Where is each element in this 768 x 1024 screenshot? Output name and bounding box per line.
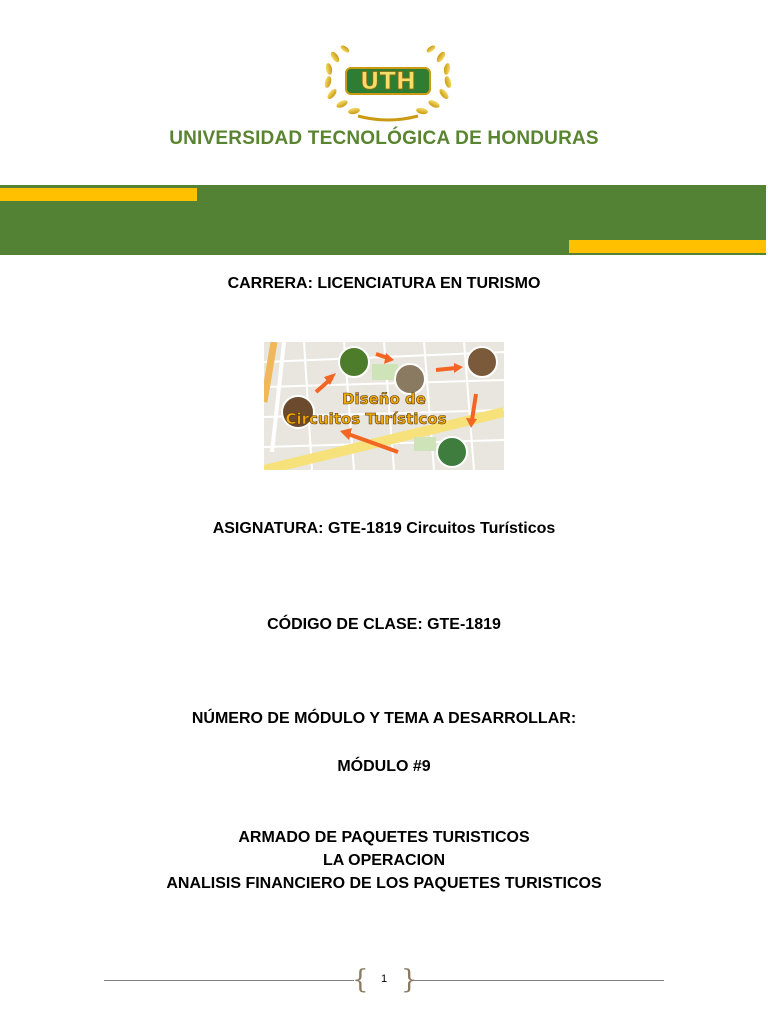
page-number: 1 bbox=[380, 973, 388, 985]
footer-rule-left bbox=[104, 980, 354, 981]
right-brace-icon: } bbox=[401, 965, 418, 995]
topic-item: LA OPERACION bbox=[322, 852, 446, 869]
left-brace-icon: { bbox=[352, 965, 369, 995]
circuits-map-image bbox=[264, 342, 504, 470]
header-yellow-stripe-top bbox=[0, 188, 197, 201]
career-line: CARRERA: LICENCIATURA EN TURISMO bbox=[227, 275, 541, 292]
topic-item: ANALISIS FINANCIERO DE LOS PAQUETES TURISTICOS bbox=[166, 875, 602, 892]
module-number: MÓDULO #9 bbox=[337, 758, 431, 775]
module-heading: NÚMERO DE MÓDULO Y TEMA A DESARROLLAR: bbox=[191, 710, 577, 727]
footer-rule-right bbox=[414, 980, 664, 981]
class-code-line: CÓDIGO DE CLASE: GTE-1819 bbox=[267, 616, 501, 633]
topic-item: ARMADO DE PAQUETES TURISTICOS bbox=[238, 829, 530, 846]
svg-text:Circuitos Turísticos: Circuitos Turísticos bbox=[285, 410, 447, 428]
subject-line: ASIGNATURA: GTE-1819 Circuitos Turísticos bbox=[212, 520, 556, 537]
svg-text:Diseño de: Diseño de bbox=[342, 390, 426, 408]
university-name: UNIVERSIDAD TECNOLÓGICA DE HONDURAS bbox=[169, 128, 599, 149]
svg-text:UTH: UTH bbox=[360, 67, 416, 95]
university-logo bbox=[318, 42, 458, 122]
header-yellow-stripe-bottom bbox=[569, 240, 766, 253]
